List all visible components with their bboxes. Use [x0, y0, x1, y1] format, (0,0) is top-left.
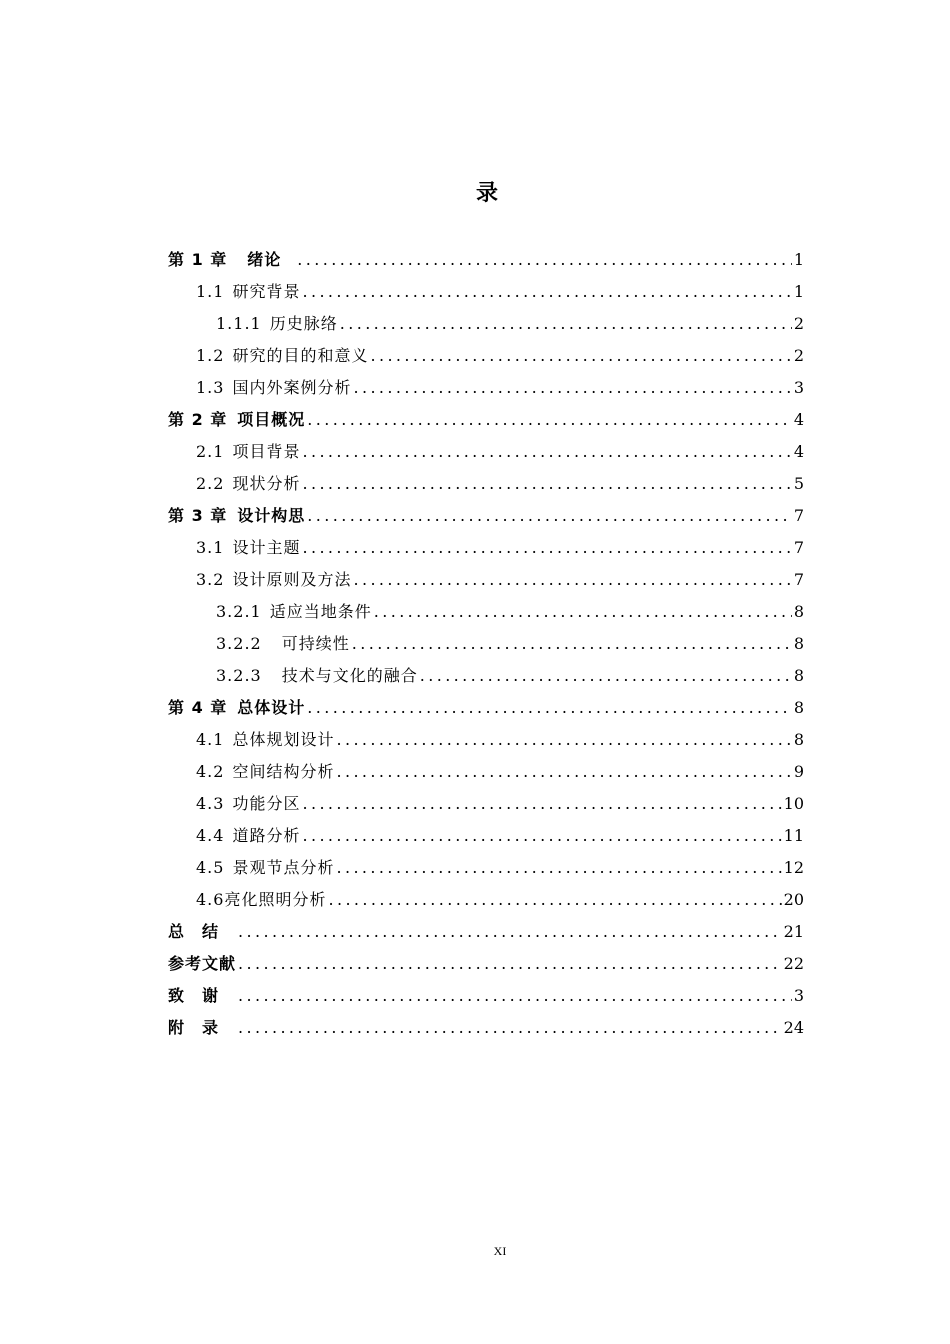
toc-entry-3-2[interactable]	[168, 564, 804, 596]
toc-entry-text: 绪论	[247, 250, 282, 269]
toc-entry-4-2[interactable]	[168, 756, 804, 788]
toc-dot-leader	[353, 372, 791, 404]
toc-entry-4-3[interactable]	[168, 788, 804, 820]
toc-entry-text: 道路分析	[232, 826, 301, 845]
toc-entry-label	[216, 308, 338, 340]
toc-entry-label	[216, 628, 350, 660]
toc-entry-2-2[interactable]	[168, 468, 804, 500]
toc-entry-text: 技术与文化的融合	[281, 666, 418, 685]
toc-entry-text: 附录	[168, 1018, 237, 1037]
toc-page-number: 3	[793, 378, 804, 397]
toc-entry-label	[196, 340, 368, 372]
toc-entry-text: 设计构思	[237, 506, 306, 525]
toc-dot-leader	[328, 884, 781, 916]
toc-dot-leader	[336, 724, 791, 756]
toc-dot-leader	[297, 244, 792, 276]
toc-entry-summary[interactable]	[168, 916, 804, 948]
toc-entry-text: 现状分析	[232, 474, 301, 493]
toc-entry-label	[196, 884, 326, 916]
toc-dot-leader	[374, 596, 792, 628]
toc-entry-label	[196, 820, 300, 852]
toc-dot-leader	[353, 564, 791, 596]
toc-entry-appendix[interactable]	[168, 1012, 804, 1044]
toc-page-number: 2	[793, 346, 804, 365]
toc-entry-text: 功能分区	[232, 794, 301, 813]
toc-entry-text: 空间结构分析	[232, 762, 335, 781]
toc-page-number: 7	[793, 538, 804, 557]
toc-entry-number: 4.4	[196, 826, 225, 845]
toc-page-number: 12	[783, 858, 804, 877]
toc-dot-leader	[336, 852, 781, 884]
toc-page-number: 8	[793, 666, 804, 685]
toc-entry-4-1[interactable]	[168, 724, 804, 756]
toc-entry-label	[196, 788, 300, 820]
toc-dot-leader	[352, 628, 792, 660]
toc-entry-2-1[interactable]	[168, 436, 804, 468]
toc-dot-leader	[420, 660, 792, 692]
toc-dot-leader	[307, 692, 792, 724]
toc-page-number: 2	[793, 314, 804, 333]
toc-dot-leader	[302, 820, 781, 852]
toc-entry-number: 4.1	[196, 730, 225, 749]
table-of-contents	[168, 244, 804, 1044]
page-footer-number: XI	[493, 1244, 507, 1258]
toc-entry-number: 第 4 章	[168, 698, 228, 717]
toc-entry-label	[168, 404, 305, 436]
toc-page-number: 5	[793, 474, 804, 493]
toc-entry-label	[168, 692, 305, 724]
toc-entry-number: 4.6	[196, 890, 225, 909]
toc-page-number: 22	[783, 954, 804, 973]
toc-entry-number: 1.2	[196, 346, 225, 365]
toc-entry-number: 4.5	[196, 858, 225, 877]
toc-entry-references[interactable]	[168, 948, 804, 980]
toc-entry-3-2-1[interactable]	[168, 596, 804, 628]
toc-page-number: 24	[783, 1018, 804, 1037]
toc-page-number: 9	[793, 762, 804, 781]
toc-entry-label	[168, 500, 305, 532]
toc-dot-leader	[238, 948, 782, 980]
toc-entry-number: 1.1.1	[216, 314, 262, 333]
toc-entry-number: 2.2	[196, 474, 225, 493]
toc-entry-chapter-1[interactable]	[168, 244, 804, 276]
toc-entry-label	[196, 724, 334, 756]
toc-dot-leader	[238, 916, 782, 948]
toc-page-number: 11	[783, 826, 804, 845]
toc-entry-text: 亮化照明分析	[224, 890, 327, 909]
toc-dot-leader	[302, 468, 791, 500]
toc-entry-chapter-4[interactable]	[168, 692, 804, 724]
toc-page-number: 21	[783, 922, 804, 941]
toc-page-number: 1	[793, 250, 804, 269]
toc-entry-number: 第 1 章	[168, 250, 228, 269]
toc-page-number: 7	[793, 570, 804, 589]
toc-page-number: 8	[793, 730, 804, 749]
toc-dot-leader	[302, 436, 791, 468]
toc-entry-number: 1.3	[196, 378, 225, 397]
toc-dot-leader	[336, 756, 791, 788]
toc-entry-text: 景观节点分析	[232, 858, 335, 877]
toc-page-number: 4	[793, 442, 804, 461]
toc-dot-leader	[238, 1012, 782, 1044]
toc-entry-label	[196, 756, 334, 788]
toc-entry-label	[196, 468, 300, 500]
toc-entry-text: 设计主题	[232, 538, 301, 557]
toc-entry-text: 致谢	[168, 986, 237, 1005]
toc-page-number: 1	[793, 282, 804, 301]
toc-entry-number: 3.2.3	[216, 666, 262, 685]
toc-entry-1-1-1[interactable]	[168, 308, 804, 340]
toc-entry-4-5[interactable]	[168, 852, 804, 884]
toc-page-number: 10	[783, 794, 804, 813]
toc-entry-label	[196, 532, 300, 564]
toc-page-number: 4	[793, 410, 804, 429]
toc-page-number: 20	[783, 890, 804, 909]
toc-entry-3-2-3[interactable]	[168, 660, 804, 692]
page-title: 录	[475, 181, 498, 206]
toc-entry-number: 3.1	[196, 538, 225, 557]
toc-entry-label	[196, 372, 351, 404]
toc-entry-number: 1.1	[196, 282, 225, 301]
toc-entry-label	[216, 660, 418, 692]
toc-entry-label	[196, 564, 351, 596]
toc-entry-text: 项目概况	[237, 410, 306, 429]
toc-page-number: 7	[793, 506, 804, 525]
toc-entry-number: 3.2	[196, 570, 225, 589]
toc-entry-number: 第 2 章	[168, 410, 228, 429]
toc-dot-leader	[370, 340, 791, 372]
toc-entry-number: 2.1	[196, 442, 225, 461]
toc-dot-leader	[302, 276, 791, 308]
toc-dot-leader	[238, 980, 792, 1012]
toc-dot-leader	[302, 788, 781, 820]
toc-page-number: 8	[793, 698, 804, 717]
toc-entry-1-1[interactable]	[168, 276, 804, 308]
toc-dot-leader	[307, 404, 792, 436]
toc-entry-label	[168, 244, 281, 276]
toc-entry-text: 研究的目的和意义	[232, 346, 369, 365]
toc-entry-number: 4.3	[196, 794, 225, 813]
toc-entry-text: 总结	[168, 922, 237, 941]
toc-entry-text: 项目背景	[232, 442, 301, 461]
toc-entry-4-4[interactable]	[168, 820, 804, 852]
toc-entry-text: 设计原则及方法	[232, 570, 352, 589]
toc-entry-number: 3.2.1	[216, 602, 262, 621]
toc-entry-chapter-2[interactable]	[168, 404, 804, 436]
toc-entry-label	[196, 852, 334, 884]
toc-entry-label	[216, 596, 372, 628]
toc-entry-text: 历史脉络	[269, 314, 338, 333]
toc-entry-1-3[interactable]	[168, 372, 804, 404]
toc-page-number: 8	[793, 602, 804, 621]
toc-entry-number: 第 3 章	[168, 506, 228, 525]
toc-entry-3-1[interactable]	[168, 532, 804, 564]
toc-entry-text: 可持续性	[281, 634, 350, 653]
toc-entry-text: 总体设计	[237, 698, 306, 717]
toc-entry-4-6[interactable]	[168, 884, 804, 916]
toc-entry-number: 3.2.2	[216, 634, 262, 653]
toc-entry-text: 研究背景	[232, 282, 301, 301]
toc-entry-label	[196, 276, 300, 308]
toc-entry-text: 适应当地条件	[269, 602, 372, 621]
toc-entry-text: 参考文献	[168, 954, 237, 973]
toc-entry-text: 总体规划设计	[232, 730, 335, 749]
toc-entry-chapter-3[interactable]	[168, 500, 804, 532]
toc-dot-leader	[307, 500, 792, 532]
toc-dot-leader	[302, 532, 791, 564]
toc-entry-3-2-2[interactable]	[168, 628, 804, 660]
toc-entry-1-2[interactable]	[168, 340, 804, 372]
toc-entry-label	[196, 436, 300, 468]
toc-page-number: 8	[793, 634, 804, 653]
toc-page-number: 3	[793, 986, 804, 1005]
toc-entry-number: 4.2	[196, 762, 225, 781]
toc-entry-acknowledgements[interactable]	[168, 980, 804, 1012]
toc-dot-leader	[340, 308, 792, 340]
toc-entry-text: 国内外案例分析	[232, 378, 352, 397]
